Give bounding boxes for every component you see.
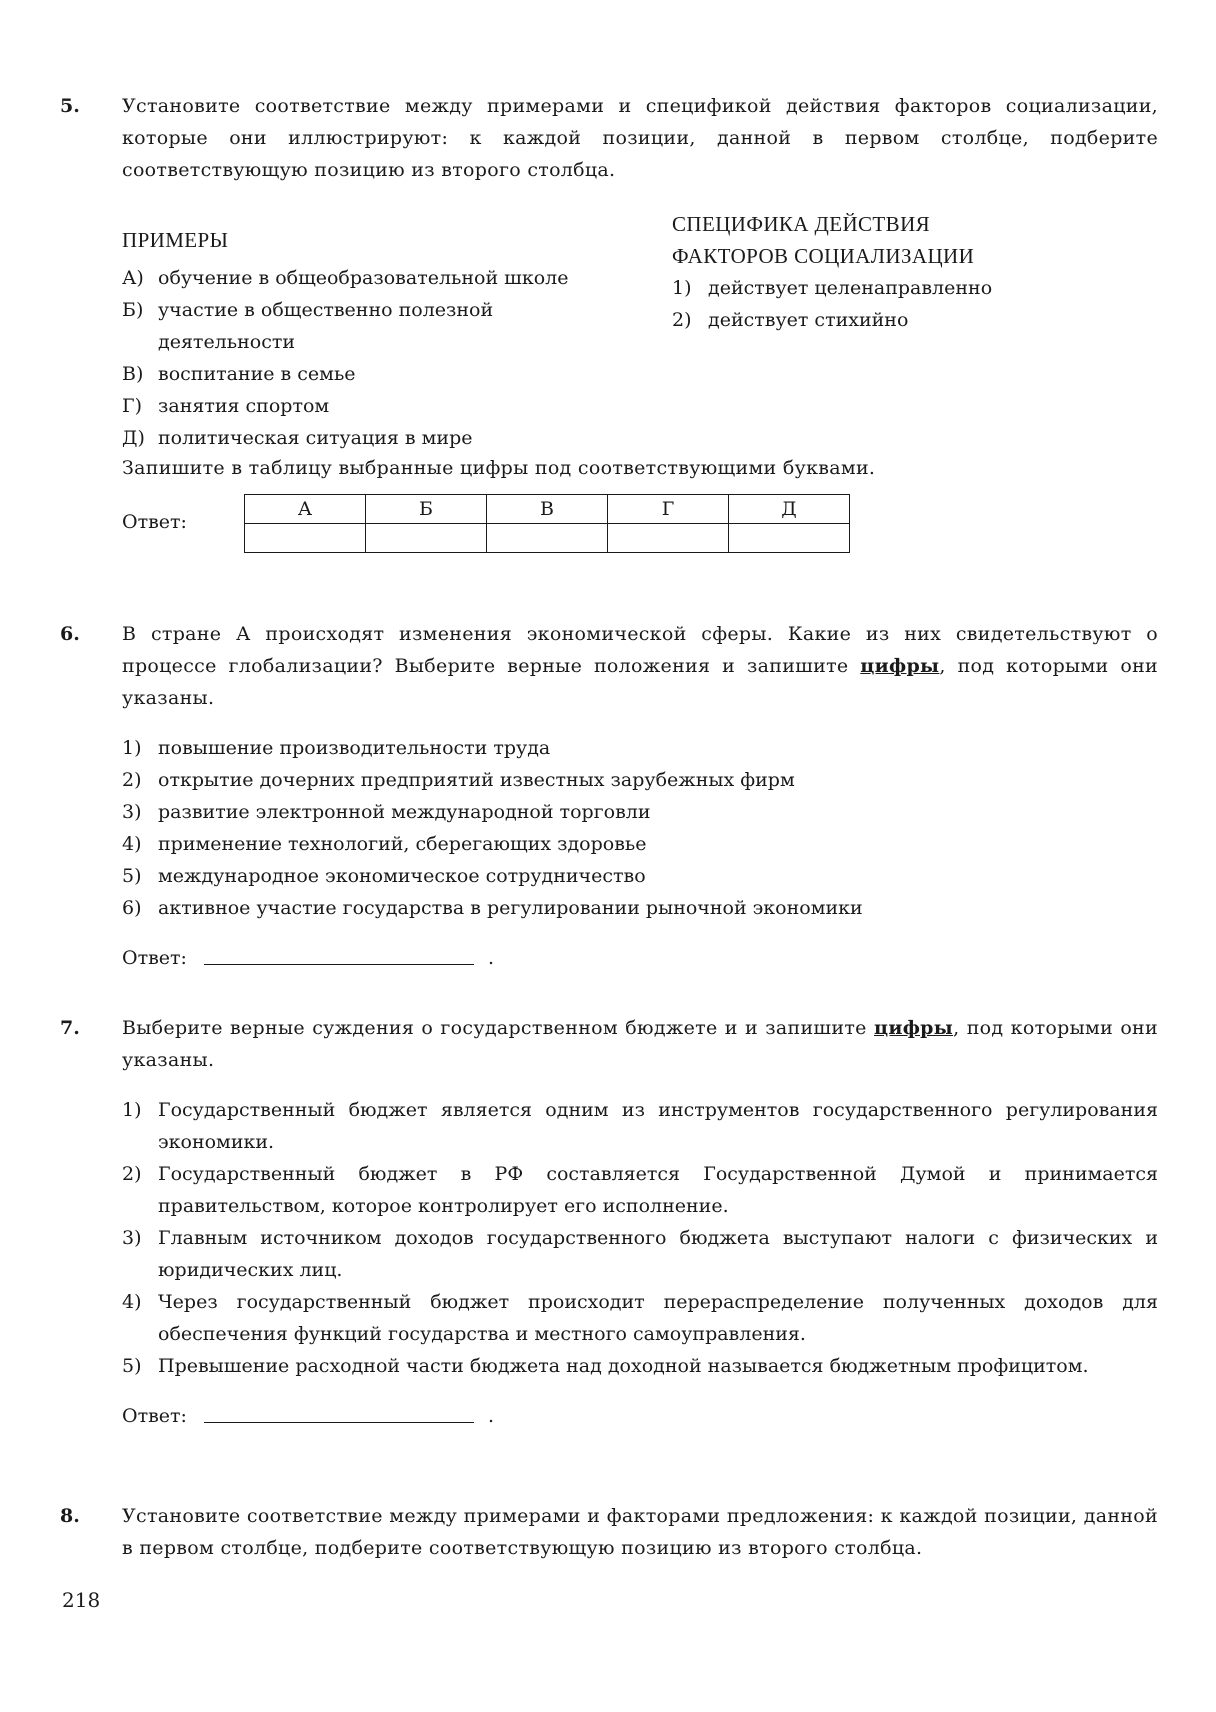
example-item (122, 358, 592, 390)
item-text: Главным источником доходов государственного бюджета выступают налоги с физических и юридических лиц. (158, 1227, 1158, 1281)
list-item (122, 1158, 1158, 1222)
answer-cell[interactable] (245, 524, 366, 553)
table-header-cell: Г (608, 495, 729, 524)
list-item (122, 892, 1158, 924)
item-text: международное экономическое сотрудничество (158, 865, 646, 887)
instruction-text: , под которыми они указаны. (122, 1017, 1158, 1071)
task-instruction (122, 1012, 1158, 1076)
item-label: 2) (672, 309, 692, 331)
page-number: 218 (62, 1588, 101, 1612)
item-label: 2) (122, 769, 142, 791)
instruction-text: , под которыми они указаны. (122, 655, 1158, 709)
item-label: 4) (122, 1291, 142, 1313)
example-item (122, 262, 592, 294)
task-number: 8. (60, 1505, 80, 1527)
item-text: действует целенаправленно (708, 277, 993, 299)
list-item (122, 796, 1158, 828)
list-item (122, 1222, 1158, 1286)
answer-row (122, 1400, 1158, 1432)
item-text: повышение производительности труда (158, 737, 551, 759)
item-label: 6) (122, 897, 142, 919)
item-label: 1) (672, 277, 692, 299)
item-label: Г) (122, 395, 142, 417)
answer-label: Ответ: (122, 1405, 187, 1427)
item-label: 5) (122, 1355, 142, 1377)
answer-row (122, 942, 1158, 974)
list-item (122, 1350, 1158, 1382)
specific-item (672, 304, 1152, 336)
table-header-cell: Д (729, 495, 850, 524)
task-instruction: Установите соответствие между примерами и факторами предложения: к каждой позиции, данной в первом столбце, подберите соответствующую позицию из второго столбца. (122, 1505, 1158, 1559)
options-list (122, 1094, 1158, 1382)
item-label: В) (122, 363, 144, 385)
instruction-text: В стране А происходят изменения экономической сферы. Какие из них свидетельствуют о процессе глобализации? Выберите верные положения и запишите (122, 623, 1158, 677)
item-text: Через государственный бюджет происходит перераспределение полученных доходов для обеспечения функций государства и местного самоуправления. (158, 1291, 1158, 1345)
item-text: занятия спортом (158, 395, 330, 417)
task-instruction (122, 618, 1158, 714)
item-text: Государственный бюджет является одним из инструментов государственного регулирования экономики. (158, 1099, 1158, 1153)
item-text: обучение в общеобразовательной школе (158, 267, 569, 289)
answer-cell[interactable] (608, 524, 729, 553)
options-list (122, 732, 1158, 924)
specific-item (672, 272, 1152, 304)
item-text: развитие электронной международной торговли (158, 801, 651, 823)
task-instruction: Установите соответствие между примерами и спецификой действия факторов социализации, которые они иллюстрируют: к каждой позиции, данной в первом столбце, подберите соответствующую позицию из второго столбца. (122, 95, 1158, 181)
answer-period: . (488, 947, 495, 969)
task-number: 6. (60, 623, 80, 645)
list-item (122, 1094, 1158, 1158)
item-label: 3) (122, 801, 142, 823)
table-header-cell: Б (366, 495, 487, 524)
item-label: 3) (122, 1227, 142, 1249)
item-text: воспитание в семье (158, 363, 356, 385)
task-number: 7. (60, 1017, 80, 1039)
task-8 (60, 1500, 1160, 1564)
example-item (122, 422, 592, 454)
item-text: применение технологий, сберегающих здоровье (158, 833, 647, 855)
table-header-cell: В (487, 495, 608, 524)
examples-header: ПРИМЕРЫ (122, 228, 229, 252)
item-text: Превышение расходной части бюджета над доходной называется бюджетным профицитом. (158, 1355, 1089, 1377)
answer-cell[interactable] (366, 524, 487, 553)
answer-cell[interactable] (487, 524, 608, 553)
specifics-header-line-1: СПЕЦИФИКА ДЕЙСТВИЯ (672, 212, 931, 236)
answer-label: Ответ: (122, 511, 187, 533)
list-item (122, 1286, 1158, 1350)
item-label: 4) (122, 833, 142, 855)
item-label: Б) (122, 299, 144, 321)
example-item (122, 390, 592, 422)
item-text: активное участие государства в регулировании рыночной экономики (158, 897, 863, 919)
item-label: 2) (122, 1163, 142, 1185)
instruction-text: Выберите верные суждения о государственном бюджете и и запишите (122, 1017, 874, 1039)
item-text: действует стихийно (708, 309, 909, 331)
task-5 (60, 90, 1160, 558)
item-label: 1) (122, 737, 142, 759)
table-header-cell: А (245, 495, 366, 524)
answer-table-row (122, 494, 1158, 558)
item-label: Д) (122, 427, 145, 449)
item-label: 5) (122, 865, 142, 887)
examples-column (122, 208, 592, 454)
task-number: 5. (60, 95, 80, 117)
example-item (122, 294, 592, 358)
item-label: 1) (122, 1099, 142, 1121)
instruction-emphasis: цифры (860, 655, 940, 677)
answer-period: . (488, 1405, 495, 1427)
matching-columns (122, 208, 1158, 448)
answer-line[interactable] (204, 964, 474, 965)
specifics-column (672, 208, 1152, 336)
item-text: Государственный бюджет в РФ составляется Государственной Думой и принимается правительством, которое контролирует его исполнение. (158, 1163, 1158, 1217)
item-text: открытие дочерних предприятий известных зарубежных фирм (158, 769, 795, 791)
item-label: А) (122, 267, 144, 289)
answer-label: Ответ: (122, 947, 187, 969)
answer-table (244, 494, 850, 553)
list-item (122, 860, 1158, 892)
task-7 (60, 1012, 1160, 1432)
answer-cell[interactable] (729, 524, 850, 553)
table-instruction: Запишите в таблицу выбранные цифры под соответствующими буквами. (122, 457, 876, 479)
task-6 (60, 618, 1160, 974)
answer-line[interactable] (204, 1422, 474, 1423)
specifics-header-line-2: ФАКТОРОВ СОЦИАЛИЗАЦИИ (672, 244, 975, 268)
list-item (122, 828, 1158, 860)
list-item (122, 732, 1158, 764)
item-text: участие в общественно полезной деятельности (158, 299, 494, 353)
instruction-emphasis: цифры (873, 1017, 954, 1039)
item-text: политическая ситуация в мире (158, 427, 473, 449)
list-item (122, 764, 1158, 796)
